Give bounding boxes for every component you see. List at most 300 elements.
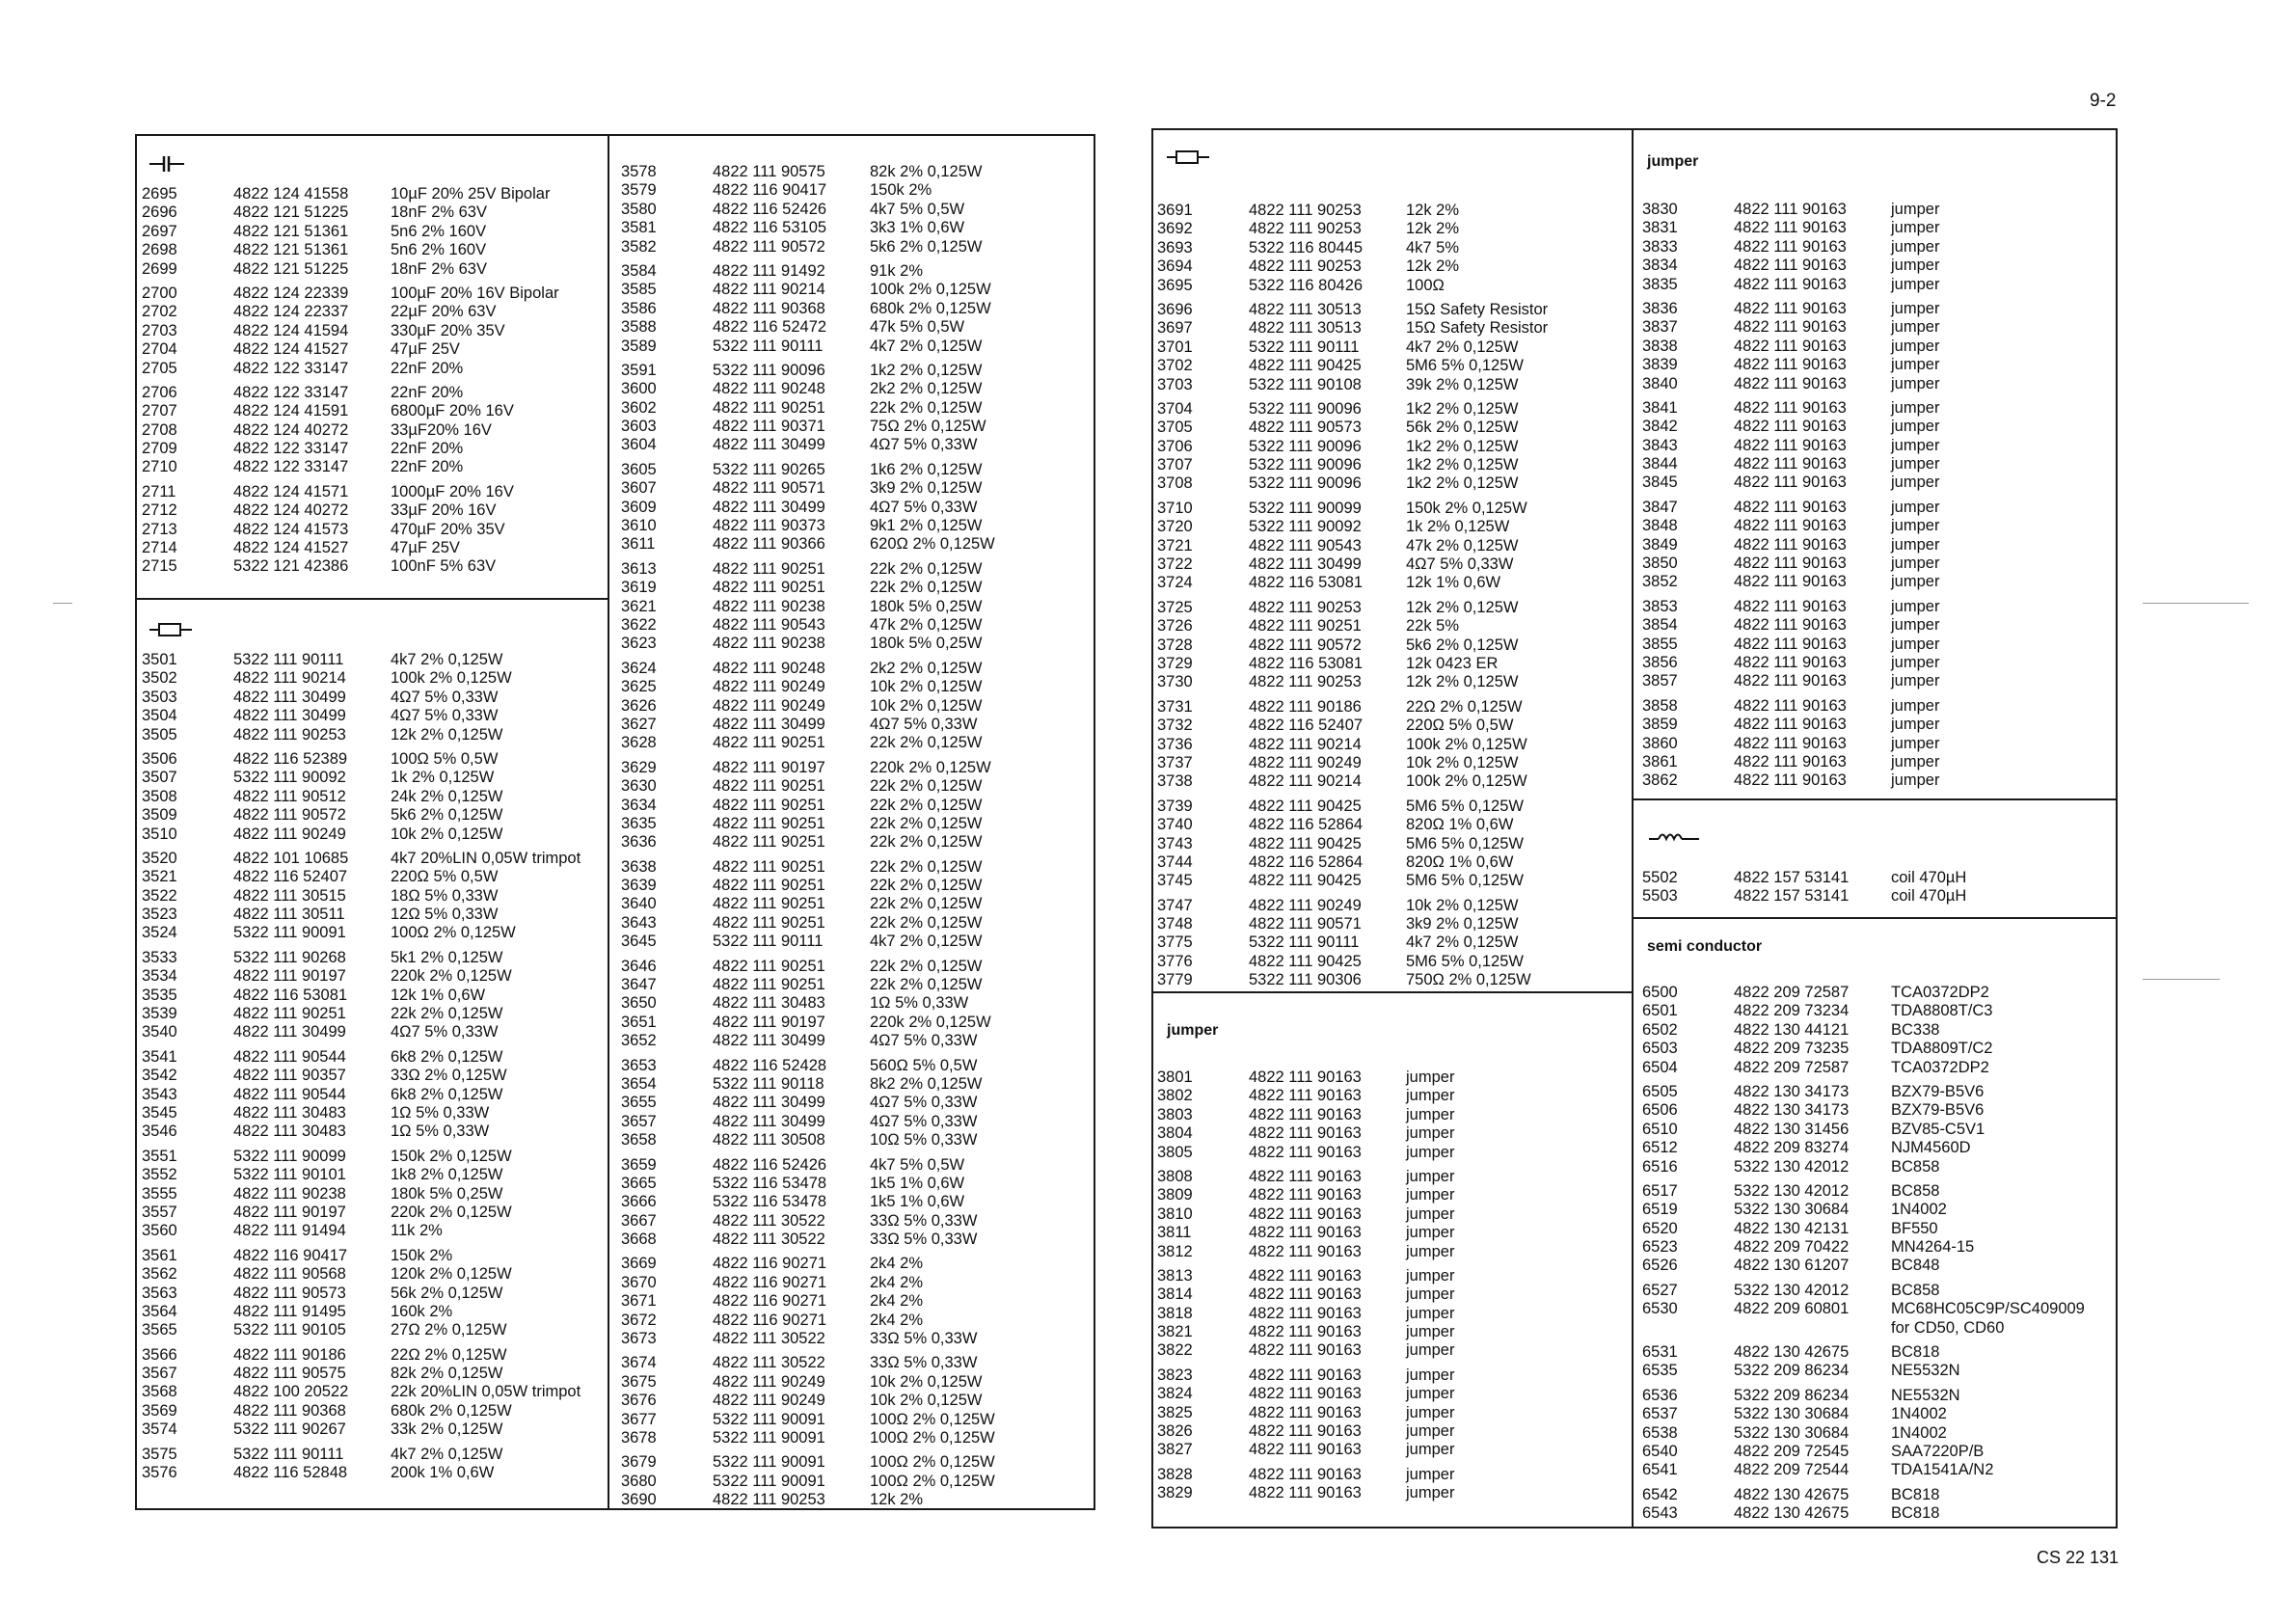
part-ref: 3728 xyxy=(1157,636,1193,654)
part-ref: 3658 xyxy=(621,1131,657,1150)
part-ref: 3588 xyxy=(621,318,657,337)
part-code: 4822 111 90163 xyxy=(1249,1124,1362,1143)
part-ref: 3630 xyxy=(621,777,657,796)
part-code: 4822 111 90251 xyxy=(713,579,825,597)
part-desc: 22k 5% xyxy=(1406,617,1460,636)
part-ref: 2707 xyxy=(142,402,177,420)
part-desc: TDA8809T/C2 xyxy=(1891,1040,1993,1058)
part-code: 4822 111 90163 xyxy=(1734,436,1847,454)
part-row xyxy=(142,1048,581,1067)
part-ref: 6512 xyxy=(1642,1139,1678,1157)
part-code: 4822 111 90186 xyxy=(1249,697,1362,716)
part-desc: 47µF 25V xyxy=(391,539,460,557)
part-desc: 100Ω 2% 0,125W xyxy=(870,1472,995,1490)
part-desc: jumper xyxy=(1891,299,1940,317)
part-row xyxy=(1642,1300,2085,1318)
part-ref: 3627 xyxy=(621,715,657,733)
part-desc: 100k 2% 0,125W xyxy=(391,669,512,688)
part-ref: 3524 xyxy=(142,924,177,942)
part-code: 4822 111 30508 xyxy=(713,1131,825,1150)
part-ref: 3826 xyxy=(1157,1422,1193,1441)
part-code: 4822 111 90214 xyxy=(233,669,346,688)
part-row xyxy=(1157,698,1548,717)
part-desc: jumper xyxy=(1406,1341,1455,1360)
part-row xyxy=(621,1094,995,1112)
part-ref: 3740 xyxy=(1157,816,1193,834)
part-code: 4822 116 53105 xyxy=(713,219,827,237)
part-row xyxy=(621,238,995,257)
part-row xyxy=(1157,636,1548,655)
part-ref: 3507 xyxy=(142,769,177,787)
part-code: 4822 111 90163 xyxy=(1734,771,1847,790)
part-ref: 3574 xyxy=(142,1420,177,1439)
part-ref: 3842 xyxy=(1642,418,1678,436)
part-ref: 3569 xyxy=(142,1401,177,1420)
part-row xyxy=(142,1005,581,1023)
column-divider xyxy=(1632,128,1634,1528)
part-code: 5322 111 90118 xyxy=(713,1074,824,1093)
part-code: 4822 111 90572 xyxy=(1249,636,1362,654)
part-ref: 3506 xyxy=(142,749,177,768)
part-code: 4822 111 30499 xyxy=(713,715,825,733)
part-desc: jumper xyxy=(1891,653,1940,671)
part-ref: 6543 xyxy=(1642,1504,1678,1523)
part-ref: 3665 xyxy=(621,1174,657,1192)
part-row xyxy=(142,402,559,420)
part-ref: 6541 xyxy=(1642,1461,1678,1479)
part-ref: 3562 xyxy=(142,1265,177,1284)
part-desc: 12k 2% 0,125W xyxy=(1406,598,1519,616)
part-row xyxy=(1157,301,1548,319)
part-ref: 3611 xyxy=(621,535,656,554)
scan-mark xyxy=(2143,603,2249,604)
part-code: 4822 111 90214 xyxy=(713,281,825,299)
part-ref: 3722 xyxy=(1157,555,1193,574)
part-desc: NE5532N xyxy=(1891,1386,1960,1404)
part-desc: 4Ω7 5% 0,33W xyxy=(391,688,499,706)
part-row xyxy=(1642,616,1939,635)
part-row xyxy=(142,707,581,725)
part-desc: 4Ω7 5% 0,33W xyxy=(391,1023,499,1041)
part-desc: 680k 2% 0,125W xyxy=(870,299,991,317)
part-row xyxy=(1642,1387,2085,1405)
part-ref: 3702 xyxy=(1157,357,1193,375)
part-code: 5322 209 86234 xyxy=(1734,1362,1850,1380)
part-ref: 3732 xyxy=(1157,717,1193,735)
part-code: 4822 116 52864 xyxy=(1249,852,1364,871)
part-ref: 3505 xyxy=(142,725,177,744)
part-row xyxy=(621,163,995,181)
part-ref: 3852 xyxy=(1642,573,1678,591)
part-row xyxy=(621,1032,995,1050)
part-desc: 10k 2% 0,125W xyxy=(870,696,983,715)
part-desc: 6k8 2% 0,125W xyxy=(391,1085,503,1103)
part-row xyxy=(142,987,581,1005)
part-code: 4822 111 30522 xyxy=(713,1330,825,1348)
part-code: 4822 111 90251 xyxy=(713,796,825,814)
part-code: 4822 111 30515 xyxy=(233,886,346,905)
resistor-icon xyxy=(148,620,194,639)
part-ref: 3776 xyxy=(1157,952,1193,970)
part-ref: 3848 xyxy=(1642,517,1678,535)
part-row xyxy=(621,933,995,951)
part-desc: jumper xyxy=(1891,257,1940,275)
part-ref: 3825 xyxy=(1157,1403,1193,1421)
part-desc: 4k7 2% 0,125W xyxy=(870,337,983,355)
part-ref: 6517 xyxy=(1642,1181,1678,1200)
part-row xyxy=(1157,673,1548,691)
part-code: 4822 116 53081 xyxy=(1249,654,1364,672)
part-row xyxy=(1642,1319,2085,1338)
part-code: 4822 100 20522 xyxy=(233,1383,349,1401)
part-ref: 3607 xyxy=(621,479,657,498)
part-ref: 3565 xyxy=(142,1321,177,1339)
part-ref: 6542 xyxy=(1642,1485,1678,1503)
part-ref: 3624 xyxy=(621,659,657,677)
part-code: 5322 111 90111 xyxy=(713,337,824,355)
part-desc: 5M6 5% 0,125W xyxy=(1406,834,1524,852)
part-row xyxy=(1157,736,1548,754)
part-code: 4822 122 33147 xyxy=(233,458,349,476)
part-code: 4822 111 90251 xyxy=(713,814,825,832)
part-row xyxy=(621,1292,995,1311)
part-code: 4822 111 90163 xyxy=(1734,635,1847,653)
part-code: 4822 111 90543 xyxy=(1249,536,1362,555)
part-desc: 22Ω 2% 0,125W xyxy=(391,1345,507,1364)
part-ref: 3845 xyxy=(1642,473,1678,492)
part-desc: 12k 2% xyxy=(1406,257,1460,276)
part-desc: 620Ω 2% 0,125W xyxy=(870,535,995,554)
section-title-semi-conductor: semi conductor xyxy=(1647,938,1763,955)
part-code: 4822 122 33147 xyxy=(233,359,349,377)
part-row xyxy=(621,1057,995,1075)
part-ref: 3810 xyxy=(1157,1204,1193,1223)
part-row xyxy=(142,360,559,378)
part-ref: 2700 xyxy=(142,284,177,302)
part-ref: 6530 xyxy=(1642,1300,1678,1318)
part-code: 4822 111 90368 xyxy=(713,299,825,317)
part-desc: 33Ω 2% 0,125W xyxy=(391,1067,507,1085)
part-row xyxy=(1157,319,1548,338)
semiconductor-list xyxy=(1642,984,2085,1524)
part-row xyxy=(1157,897,1548,915)
part-desc: 4Ω7 5% 0,33W xyxy=(870,1094,978,1112)
part-row xyxy=(142,689,581,707)
part-code: 4822 111 90163 xyxy=(1734,734,1847,752)
part-desc: TDA8808T/C3 xyxy=(1891,1002,1993,1020)
part-desc: 100Ω xyxy=(1406,276,1445,294)
part-ref: 3585 xyxy=(621,281,657,299)
part-desc: 12k 2% 0,125W xyxy=(391,725,503,744)
part-ref: 6501 xyxy=(1642,1002,1678,1020)
part-desc: jumper xyxy=(1891,201,1940,218)
part-code: 5322 111 90268 xyxy=(233,948,346,966)
part-ref: 3533 xyxy=(142,948,177,966)
part-row xyxy=(142,1204,581,1222)
part-ref: 3830 xyxy=(1642,201,1678,218)
part-ref: 3651 xyxy=(621,1013,657,1031)
part-row xyxy=(1157,1385,1454,1403)
part-code: 5322 209 86234 xyxy=(1734,1386,1850,1404)
part-row xyxy=(142,651,581,669)
part-code: 5322 111 90096 xyxy=(1249,437,1362,455)
part-code: 4822 111 90163 xyxy=(1734,219,1847,237)
part-ref: 5502 xyxy=(1642,869,1678,886)
part-desc: 22k 2% 0,125W xyxy=(870,895,983,913)
part-row xyxy=(621,262,995,281)
part-row xyxy=(1642,869,1966,887)
part-desc: 4Ω7 5% 0,33W xyxy=(870,498,978,516)
part-code: 4822 111 90163 xyxy=(1249,1323,1362,1341)
part-code: 5322 111 90091 xyxy=(713,1410,825,1428)
part-ref: 3675 xyxy=(621,1372,657,1391)
part-row xyxy=(142,1185,581,1204)
part-code: 4822 111 90425 xyxy=(1249,797,1362,815)
part-desc: 180k 5% 0,25W xyxy=(391,1184,503,1203)
part-desc: 12k 2% 0,125W xyxy=(1406,673,1519,691)
part-code: 4822 111 30499 xyxy=(233,1023,346,1041)
part-desc: 75Ω 2% 0,125W xyxy=(870,418,986,436)
part-code: 5322 116 53478 xyxy=(713,1174,827,1192)
part-row xyxy=(1157,1144,1454,1162)
part-ref: 3811 xyxy=(1157,1224,1192,1242)
part-row xyxy=(1642,1021,2085,1040)
part-code: 5322 111 90111 xyxy=(233,1445,344,1463)
part-desc: jumper xyxy=(1406,1143,1455,1161)
part-code: 4822 111 30499 xyxy=(713,1032,825,1050)
part-row xyxy=(142,825,581,844)
part-code: 4822 130 31456 xyxy=(1734,1120,1850,1138)
part-row xyxy=(1642,1424,2085,1443)
part-row xyxy=(1157,754,1548,772)
part-ref: 2711 xyxy=(142,482,176,500)
part-desc: jumper xyxy=(1891,318,1940,337)
part-desc: 22k 2% 0,125W xyxy=(870,814,983,832)
part-row xyxy=(142,769,581,787)
coil-icon xyxy=(1647,826,1701,846)
part-ref: 3831 xyxy=(1642,219,1678,237)
part-ref: 3575 xyxy=(142,1445,177,1463)
part-code: 4822 111 91495 xyxy=(233,1302,346,1320)
part-ref: 3603 xyxy=(621,418,657,436)
part-code: 4822 111 90163 xyxy=(1734,517,1847,535)
part-code: 5322 116 53478 xyxy=(713,1193,827,1211)
part-ref: 3523 xyxy=(142,906,177,924)
part-code: 4822 111 90425 xyxy=(1249,834,1362,852)
part-code: 4822 111 30522 xyxy=(713,1354,825,1372)
part-ref: 3839 xyxy=(1642,356,1678,374)
part-row xyxy=(1157,474,1548,493)
part-desc: 1k2 2% 0,125W xyxy=(870,361,983,379)
part-desc: 1k2 2% 0,125W xyxy=(1406,456,1519,474)
part-desc: jumper xyxy=(1891,555,1940,573)
part-code: 4822 111 90163 xyxy=(1734,257,1847,275)
part-code: 4822 111 90163 xyxy=(1249,1422,1362,1441)
part-code: 4822 111 90163 xyxy=(1249,1266,1362,1285)
part-row xyxy=(621,535,995,554)
part-code: 5322 111 90096 xyxy=(713,361,825,379)
part-desc: 22k 2% 0,125W xyxy=(870,796,983,814)
part-row xyxy=(1642,473,1939,492)
part-desc: jumper xyxy=(1891,616,1940,635)
part-row xyxy=(621,1453,995,1472)
part-code: 4822 111 90163 xyxy=(1249,1186,1362,1204)
part-ref: 3671 xyxy=(621,1292,657,1311)
part-ref: 3638 xyxy=(621,857,657,876)
part-ref: 3501 xyxy=(142,651,177,668)
part-desc: BC858 xyxy=(1891,1281,1940,1299)
part-code: 4822 111 90572 xyxy=(713,237,825,256)
part-code: 4822 111 90251 xyxy=(713,877,825,895)
part-desc: 22k 2% 0,125W xyxy=(870,976,983,994)
part-code: 4822 111 90249 xyxy=(713,678,825,696)
part-code: 5322 111 90267 xyxy=(233,1420,346,1439)
part-ref: 3653 xyxy=(621,1056,657,1074)
part-row xyxy=(142,185,559,203)
part-row xyxy=(621,716,995,734)
part-ref: 3812 xyxy=(1157,1242,1193,1260)
part-code: 4822 111 30483 xyxy=(233,1123,346,1141)
part-row xyxy=(621,1429,995,1447)
part-code: 4822 111 90163 xyxy=(1249,1484,1362,1502)
part-ref: 3696 xyxy=(1157,300,1193,318)
part-ref: 3822 xyxy=(1157,1341,1193,1360)
part-row xyxy=(1642,437,1939,455)
part-code: 4822 111 90253 xyxy=(713,1491,825,1509)
part-row xyxy=(1642,1101,2085,1120)
part-code: 4822 111 90573 xyxy=(233,1284,346,1302)
part-row xyxy=(142,726,581,744)
part-desc: 10k 2% 0,125W xyxy=(870,1372,983,1391)
part-code: 4822 130 44121 xyxy=(1734,1020,1850,1039)
part-desc: 33Ω 5% 0,33W xyxy=(870,1211,978,1230)
part-code: 4822 111 90163 xyxy=(1734,374,1847,392)
part-row xyxy=(142,421,559,440)
part-code: 4822 111 90163 xyxy=(1249,1224,1362,1242)
part-desc: 82k 2% 0,125W xyxy=(870,163,983,180)
part-code: 5322 116 80445 xyxy=(1249,238,1364,257)
part-row xyxy=(1157,717,1548,735)
part-row xyxy=(1642,276,1939,294)
part-desc: 2k4 2% xyxy=(870,1273,924,1291)
part-row xyxy=(1642,517,1939,535)
part-ref: 3858 xyxy=(1642,696,1678,715)
part-code: 4822 116 52428 xyxy=(713,1056,827,1074)
part-code: 4822 111 30513 xyxy=(1249,319,1362,338)
part-ref: 6540 xyxy=(1642,1442,1678,1460)
part-ref: 3669 xyxy=(621,1255,657,1273)
part-desc: jumper xyxy=(1406,1304,1455,1322)
part-desc: 1Ω 5% 0,33W xyxy=(391,1123,490,1141)
part-code: 4822 111 90163 xyxy=(1249,1441,1362,1459)
part-code: 4822 209 72587 xyxy=(1734,1058,1850,1076)
part-code: 4822 111 90249 xyxy=(713,1372,825,1391)
part-desc: 150k 2% xyxy=(870,181,932,200)
part-desc: 33µF 20% 16V xyxy=(391,501,497,520)
part-desc: 220Ω 5% 0,5W xyxy=(391,868,499,886)
part-row xyxy=(1642,735,1939,753)
part-row xyxy=(1642,1059,2085,1077)
part-row xyxy=(1642,1182,2085,1201)
part-ref: 3540 xyxy=(142,1023,177,1041)
part-code: 4822 111 90238 xyxy=(713,635,825,653)
part-desc: jumper xyxy=(1891,498,1940,516)
part-code: 4822 111 90251 xyxy=(713,895,825,913)
part-desc: 6k8 2% 0,125W xyxy=(391,1047,503,1066)
part-desc: SAA7220P/B xyxy=(1891,1442,1985,1460)
part-row xyxy=(1157,835,1548,853)
part-row xyxy=(142,557,559,576)
part-ref: 3545 xyxy=(142,1103,177,1122)
part-code: 4822 111 90249 xyxy=(1249,753,1362,771)
part-row xyxy=(1157,872,1548,890)
part-ref: 3730 xyxy=(1157,673,1193,691)
part-desc: jumper xyxy=(1406,1422,1455,1441)
part-ref: 3622 xyxy=(621,615,657,634)
part-row xyxy=(1157,1224,1454,1242)
scan-mark xyxy=(53,603,72,604)
part-code: 4822 111 90253 xyxy=(1249,202,1362,219)
part-ref: 3804 xyxy=(1157,1124,1193,1143)
part-code: 4822 111 90163 xyxy=(1734,473,1847,492)
part-desc: MN4264-15 xyxy=(1891,1238,1975,1257)
part-code: 4822 111 90249 xyxy=(713,1392,825,1410)
part-row xyxy=(1157,1124,1454,1143)
part-desc: NJM4560D xyxy=(1891,1139,1971,1157)
part-desc: 1k 2% 0,125W xyxy=(1406,518,1510,536)
part-row xyxy=(142,1265,581,1284)
part-row xyxy=(1157,816,1548,834)
part-ref: 3539 xyxy=(142,1005,177,1023)
part-ref: 2710 xyxy=(142,458,177,476)
part-row xyxy=(1157,357,1548,375)
part-desc: jumper xyxy=(1406,1484,1455,1502)
part-ref: 3697 xyxy=(1157,319,1193,338)
part-desc: TCA0372DP2 xyxy=(1891,1058,1989,1076)
part-row xyxy=(142,1166,581,1184)
part-code: 4822 111 90214 xyxy=(1249,735,1362,753)
part-row xyxy=(621,1411,995,1429)
part-code: 4822 111 90163 xyxy=(1249,1068,1362,1086)
part-desc: 47µF 25V xyxy=(391,340,460,359)
part-row xyxy=(621,338,995,356)
part-row xyxy=(621,499,995,517)
part-ref: 6527 xyxy=(1642,1281,1678,1299)
part-desc: jumper xyxy=(1891,672,1940,690)
part-desc: 2k4 2% xyxy=(870,1311,924,1329)
part-code: 4822 111 90163 xyxy=(1734,498,1847,516)
part-row xyxy=(1157,617,1548,636)
part-row xyxy=(1642,1343,2085,1362)
part-ref: 2715 xyxy=(142,557,177,576)
part-ref: 3543 xyxy=(142,1085,177,1103)
part-desc: 56k 2% 0,125W xyxy=(1406,419,1519,437)
part-row xyxy=(1642,201,1939,219)
part-ref: 3520 xyxy=(142,849,177,867)
part-ref: 3736 xyxy=(1157,735,1193,753)
part-code: 4822 157 53141 xyxy=(1734,887,1850,906)
part-row xyxy=(142,949,581,967)
part-desc: 820Ω 1% 0,6W xyxy=(1406,816,1514,834)
part-code: 4822 111 30483 xyxy=(233,1103,346,1122)
section-divider xyxy=(1632,798,2118,800)
part-desc: BC848 xyxy=(1891,1257,1940,1275)
part-code: 4822 111 90197 xyxy=(713,758,825,776)
part-code: 5322 111 90099 xyxy=(1249,499,1362,517)
part-desc: 18Ω 5% 0,33W xyxy=(391,886,499,905)
part-code: 4822 116 52426 xyxy=(713,1155,827,1174)
part-ref: 3613 xyxy=(621,559,657,578)
